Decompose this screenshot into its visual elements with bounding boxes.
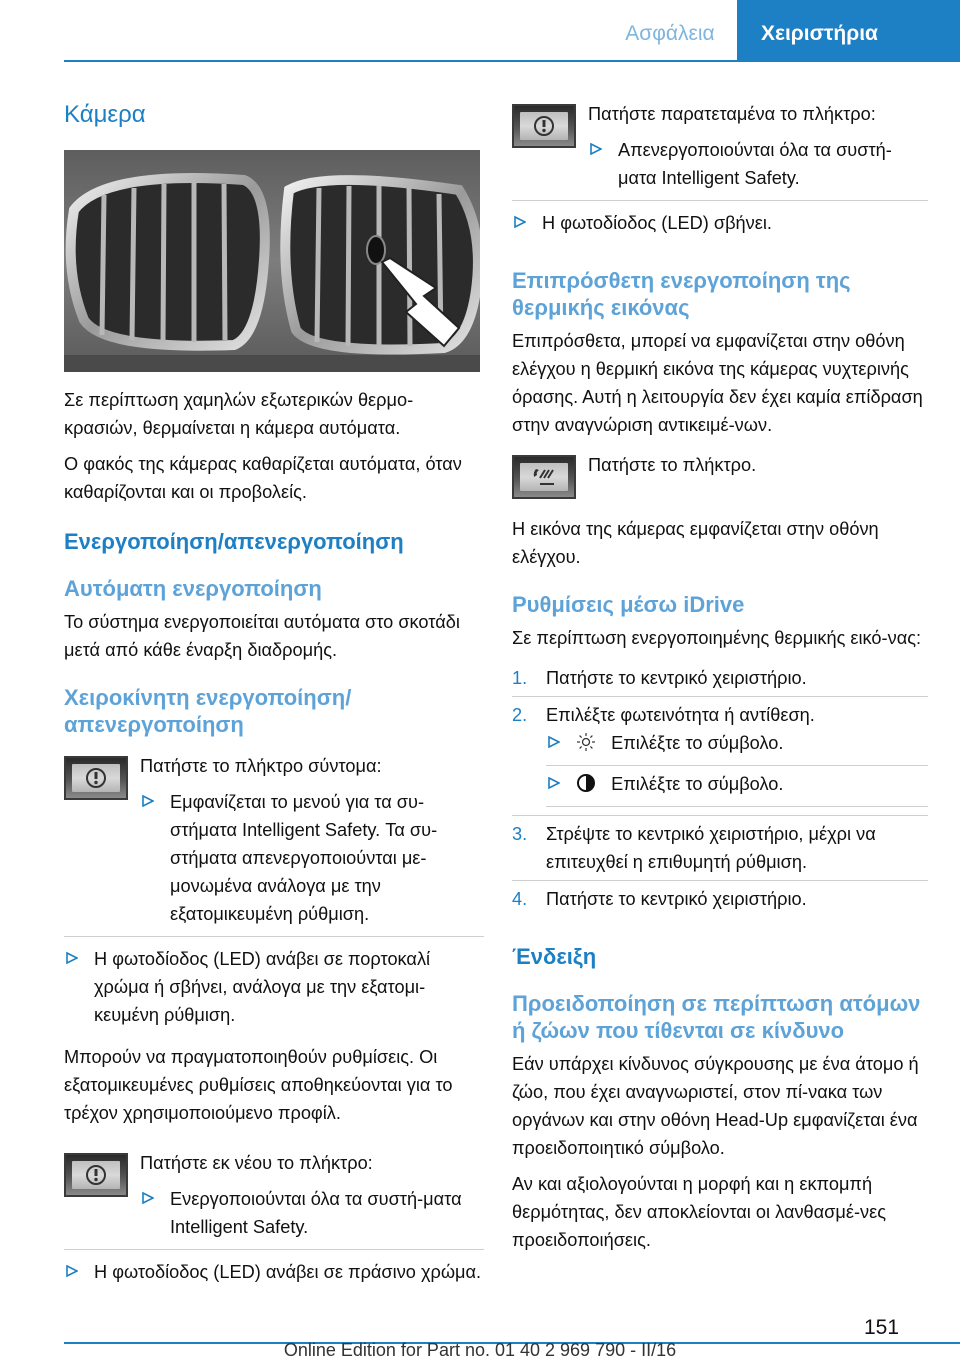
triangle-bullet-icon (514, 216, 526, 228)
camera-lens-cleaning-text: Ο φακός της κάμερας καθαρίζεται αυτόματα, όταν καθαρίζονται και οι προβολείς. (64, 454, 462, 502)
list-item: Επιλέξτε το σύμβολο. (546, 770, 928, 807)
page-number: 151 (864, 1316, 900, 1339)
manual-activation-heading: Χειροκίνητη ενεργοποίηση/απενεργοποίηση (64, 685, 352, 737)
triangle-bullet-icon (548, 736, 560, 748)
left-column (64, 100, 484, 1294)
short-press-bullets (140, 788, 484, 936)
long-press-bullets-2 (512, 200, 928, 245)
short-press-row (64, 752, 484, 936)
idrive-settings-text: Σε περίπτωση ενεργοποιημένης θερμικής εικό‐νας: (512, 628, 922, 648)
intelligent-safety-button-icon (512, 104, 576, 148)
long-press-bullets (588, 136, 928, 200)
night-vision-key-row (512, 451, 928, 499)
list-item: Η φωτοδίοδος (LED) ανάβει σε πορτοκαλί χρώμα ή σβήνει, ανάλογα με την εξατομι‐κευμένη ρύθμιση. (64, 936, 484, 1037)
camera-heading: Κάμερα (64, 101, 146, 128)
triangle-bullet-icon (548, 777, 560, 789)
triangle-bullet-icon (142, 1192, 154, 1204)
brightness-contrast-options (546, 729, 928, 807)
camera-heating-text: Σε περίπτωση χαμηλών εξωτερικών θερμο‐κρασιών, θερμαίνεται η κάμερα αυτόματα. (64, 390, 414, 438)
header-section-label: Ασφάλεια (625, 22, 715, 45)
intelligent-safety-button-icon (64, 756, 128, 800)
triangle-bullet-icon (66, 1265, 78, 1277)
list-item: Επιλέξτε το σύμβολο. (546, 729, 928, 766)
list-item: Ενεργοποιούνται όλα τα συστή‐ματα Intelligent Safety. (140, 1185, 484, 1249)
contrast-icon (576, 773, 596, 793)
intelligent-safety-button-icon (64, 1153, 128, 1197)
camera-grille-photo (64, 150, 480, 372)
night-vision-button-icon (512, 455, 576, 499)
thermal-image-text: Επιπρόσθετα, μπορεί να εμφανίζεται στην οθόνη ελέγχου η θερμική εικόνα της κάμερας νυχτερινής όρασης. Αυτή η λειτουργία δεν έχει καμία επίδραση στην αναγνώριση αντικειμέ‐νων. (512, 331, 923, 435)
list-item: 2. Επιλέξτε φωτεινότητα ή αντίθεση. Επιλέξτε το σύμβολο. Επιλέξτε το σύμβολο. (512, 701, 928, 816)
activation-heading: Ενεργοποίηση/απενεργοποίηση (64, 529, 404, 554)
press-long-text: Πατήστε παρατεταμένα το πλήκτρο: (588, 104, 876, 124)
camera-image-text: Η εικόνα της κάμερας εμφανίζεται στην οθόνη ελέγχου. (512, 519, 879, 567)
warning-text-2: Αν και αξιολογούνται η μορφή και η εκπομπή θερμότητας, δεν αποκλείονται οι λανθασμέ‐νες προειδοποιήσεις. (512, 1174, 886, 1250)
header-rule (64, 60, 960, 62)
short-press-bullets-2 (64, 936, 484, 1037)
idrive-settings-heading: Ρυθμίσεις μέσω iDrive (512, 592, 745, 617)
thermal-image-heading: Επιπρόσθετη ενεργοποίηση της θερμικής εικόνας (512, 268, 851, 320)
list-item: 1. Πατήστε το κεντρικό χειριστήριο. (512, 664, 928, 697)
long-press-row (512, 100, 928, 200)
list-item: 3. Στρέψτε το κεντρικό χειριστήριο, μέχρι να επιτευχθεί η επιθυμητή ρύθμιση. (512, 820, 928, 881)
list-item: Εμφανίζεται το μενού για τα συ‐στήματα Intelligent Safety. Τα συ‐στήματα απενεργοποιούνται με‐μονωμένα ανάλογα με την εξατομικευμένη ρύθμιση. (140, 788, 484, 936)
list-item: Η φωτοδίοδος (LED) ανάβει σε πράσινο χρώμα. (64, 1249, 484, 1294)
warning-heading: Προειδοποίηση σε περίπτωση ατόμων ή ζώων που τίθενται σε κίνδυνο (512, 991, 921, 1043)
again-bullets (140, 1185, 484, 1249)
idrive-steps (512, 664, 928, 917)
header-chapter-tab: Χειριστήρια (737, 0, 960, 62)
auto-activation-heading: Αυτόματη ενεργοποίηση (64, 576, 322, 601)
auto-activation-text: Το σύστημα ενεργοποιείται αυτόματα στο σκοτάδι μετά από κάθε έναρξη διαδρομής. (64, 612, 460, 660)
settings-text: Μπορούν να πραγματοποιηθούν ρυθμίσεις. Οι εξατομικευμένες ρυθμίσεις αποθηκεύονται για το τρέχον χρησιμοποιούμενο προφίλ. (64, 1047, 453, 1123)
again-bullets-2 (64, 1249, 484, 1294)
triangle-bullet-icon (142, 795, 154, 807)
list-item: Απενεργοποιούνται όλα τα συστή‐ματα Intelligent Safety. (588, 136, 928, 200)
press-again-row (64, 1149, 484, 1249)
press-key-text: Πατήστε το πλήκτρο. (588, 455, 757, 475)
list-item: Η φωτοδίοδος (LED) σβήνει. (512, 200, 928, 245)
display-heading: Ένδειξη (512, 944, 597, 969)
right-column (512, 100, 928, 1262)
page-header (0, 0, 960, 62)
grille-illustration (64, 150, 480, 372)
warning-text-1: Εάν υπάρχει κίνδυνος σύγκρουσης με ένα άτομο ή ζώο, που έχει αναγνωριστεί, στον πί‐νακα των οργάνων και στην οθόνη Head-Up εμφανίζεται ένα προειδοποιητικό σύμβολο. (512, 1054, 919, 1158)
list-item: 4. Πατήστε το κεντρικό χειριστήριο. (512, 889, 807, 909)
triangle-bullet-icon (590, 143, 602, 155)
press-short-text: Πατήστε το πλήκτρο σύντομα: (140, 756, 382, 776)
triangle-bullet-icon (66, 952, 78, 964)
online-edition-text: Online Edition for Part no. 01 40 2 969 790 - II/16 (283, 1340, 677, 1360)
brightness-icon (576, 732, 596, 752)
press-again-text: Πατήστε εκ νέου το πλήκτρο: (140, 1153, 373, 1173)
